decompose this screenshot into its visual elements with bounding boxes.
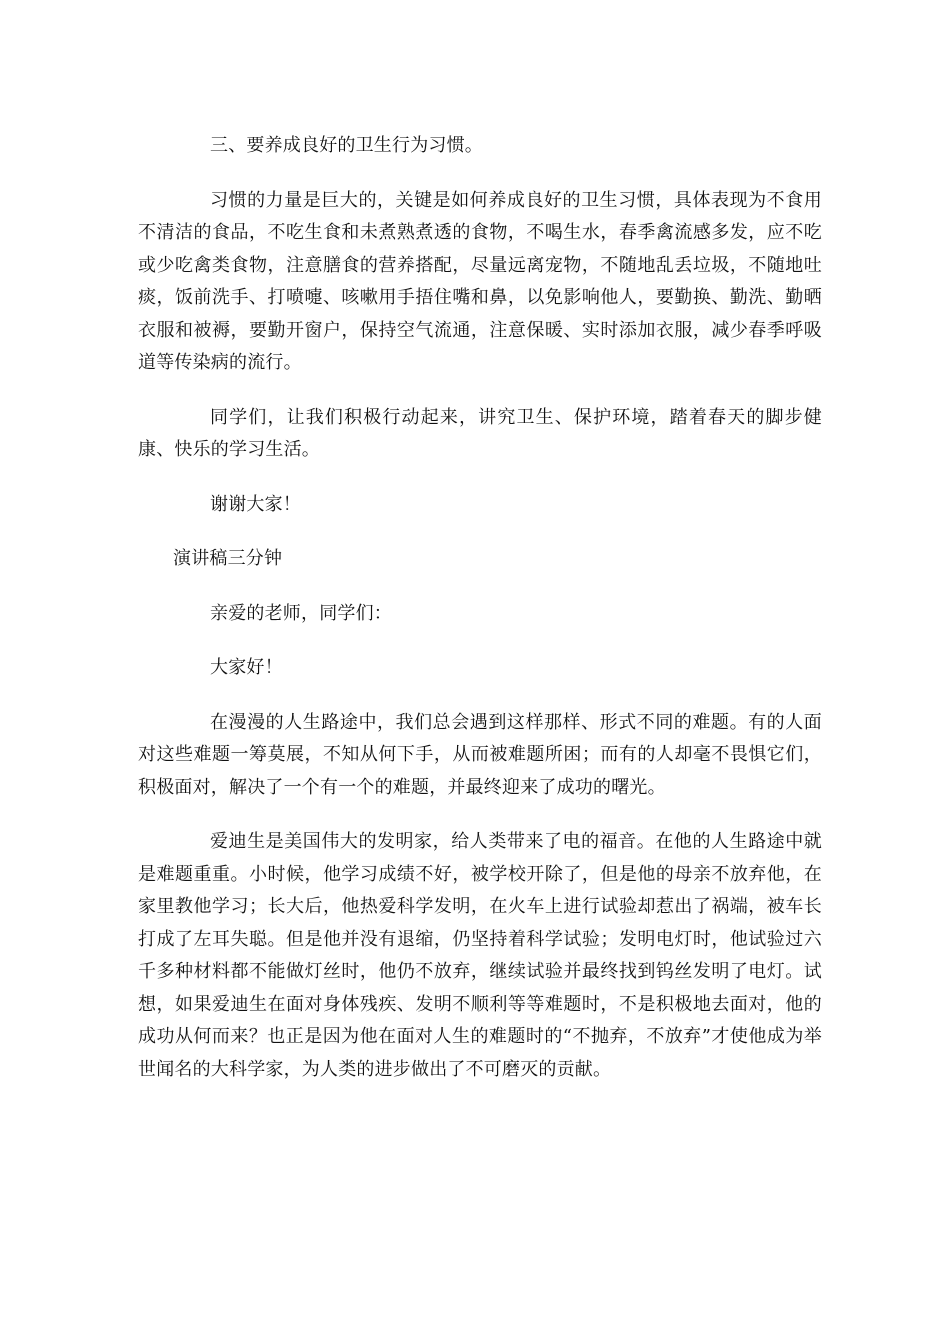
paragraph-habits: 习惯的力量是巨大的，关键是如何养成良好的卫生习惯，具体表现为不食用不清洁的食品，不吃生食和未煮熟煮透的食物，不喝生水，春季禽流感多发，应不吃或少吃禽类食物，注意膳食的营养搭配，尽量远离宠物，不随地乱丢垃圾，不随地吐痰，饭前洗手、打喷嚏、咳嗽用手捂住嘴和鼻，以免影响他人，要勤换、勤洗、勤晒衣服和被褥，要勤开窗户，保持空气流通，注意保暖、实时添加衣服，减少春季呼吸道等传染病的流行。 (138, 189, 822, 373)
greeting: 大家好！ (210, 657, 283, 678)
document-body (138, 130, 822, 1086)
speech-title: 演讲稿三分钟 (173, 548, 283, 569)
paragraph-edison: 爱迪生是美国伟大的发明家，给人类带来了电的福音。在他的人生路途中就是难题重重。小时候，他学习成绩不好，被学校开除了，但是他的母亲不放弃他，在家里教他学习；长大后，他热爱科学发明，在火车上进行试验却惹出了祸端，被车长打成了左耳失聪。但是他并没有退缩，仍坚持着科学试验；发明电灯时，他试验过六千多种材料都不能做灯丝时，他仍不放弃，继续试验并最终找到钨丝发明了电灯。试想，如果爱迪生在面对身体残疾、发明不顺利等等难题时，不是积极地去面对，他的成功从何而来？也正是因为他在面对人生的难题时的“不抛弃，不放弃”才使他成为举世闻名的大科学家，为人类的进步做出了不可磨灭的贡献。 (138, 831, 822, 1080)
paragraph-call-to-action: 同学们，让我们积极行动起来，讲究卫生、保护环境，踏着春天的脚步健康、快乐的学习生活。 (138, 406, 822, 460)
paragraph-difficulties: 在漫漫的人生路途中，我们总会遇到这样那样、形式不同的难题。有的人面对这些难题一筹莫展，不知从何下手，从而被难题所困；而有的人却毫不畏惧它们，积极面对，解决了一个有一个的难题，并最终迎来了成功的曙光。 (138, 711, 822, 798)
thanks-line: 谢谢大家！ (210, 493, 301, 515)
salutation: 亲爱的老师，同学们： (210, 602, 392, 624)
section-heading: 三、要养成良好的卫生行为习惯。 (210, 135, 483, 156)
